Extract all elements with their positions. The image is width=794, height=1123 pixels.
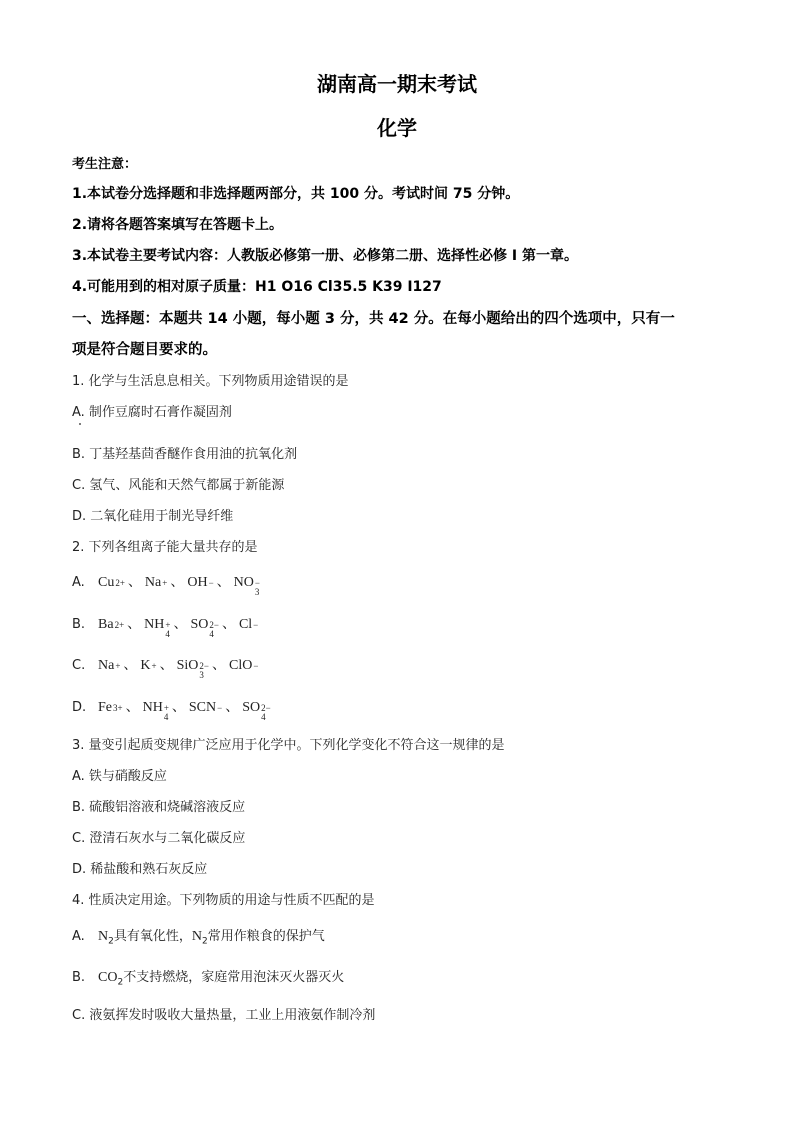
option-label: C.: [72, 658, 86, 673]
ion: [145, 575, 167, 591]
separator: 、: [221, 617, 236, 632]
ion-charge: +: [162, 578, 168, 588]
ion-formula: OH: [187, 575, 208, 590]
ion: [190, 617, 218, 639]
notice-item-3: 3.本试卷主要考试内容：人教版必修第一册、必修第二册、选择性必修 I 第一章。: [72, 248, 579, 264]
ion-charge: + 4: [163, 703, 169, 722]
question-1-option-b: B. 丁基羟基茴香醚作食用油的抗氧化剂: [72, 447, 298, 462]
ion-charge: −: [253, 620, 259, 630]
ion-formula: Cl: [238, 617, 253, 632]
formula: N: [98, 929, 109, 944]
option-label: A.: [72, 575, 85, 590]
question-1-stem: 1. 化学与生活息息相关。下列物质用途错误的是: [72, 374, 349, 389]
ion-formula: Cu: [98, 575, 115, 590]
option-label: D.: [72, 700, 87, 715]
ion: [98, 575, 125, 591]
question-4-option-c: C. 液氨挥发时吸收大量热量，工业上用液氨作制冷剂: [72, 1008, 376, 1023]
ion-charge: 2− 4: [261, 703, 271, 722]
separator: 、: [123, 658, 138, 673]
question-4-stem: 4. 性质决定用途。下列物质的用途与性质不匹配的是: [72, 893, 375, 908]
ion-charge: −: [253, 661, 259, 671]
ion-formula: SO: [242, 700, 261, 715]
ion-formula: SCN: [188, 700, 217, 715]
separator: 、: [216, 575, 231, 590]
exam-subject: 化学: [377, 116, 417, 140]
ion-charge: +: [151, 661, 157, 671]
ion: [143, 700, 169, 722]
question-2-stem: 2. 下列各组离子能大量共存的是: [72, 540, 258, 555]
ion: [177, 658, 209, 680]
ion-formula: Na: [144, 575, 162, 590]
ion-charge: −: [208, 578, 214, 588]
ion-charge: 2− 3: [199, 661, 209, 680]
option-text: 常用作粮食的保护气: [207, 929, 325, 944]
option-label: B.: [72, 617, 86, 632]
formula-subscript: 2: [202, 936, 208, 947]
question-4-option-b: [72, 966, 344, 988]
separator: 、: [211, 658, 226, 673]
ion: [98, 617, 124, 633]
notice-item-2: 2.请将各题答案填写在答题卡上。: [72, 217, 284, 233]
exam-title: 湖南高一期末考试: [317, 72, 477, 96]
ion: [229, 658, 258, 674]
ion-list: [98, 658, 259, 680]
ion: [242, 700, 270, 722]
ion-charge: 3+: [113, 703, 123, 713]
notice-item-4: 4.可能用到的相对原子质量：H1 O16 Cl35.5 K39 I127: [72, 279, 442, 295]
ion-formula: SiO: [176, 658, 199, 673]
section-heading-line1: 一、选择题：本题共 14 小题，每小题 3 分，共 42 分。在每小题给出的四个选项中，只有一: [72, 311, 675, 327]
question-3-option-c: C. 澄清石灰水与二氧化碳反应: [72, 831, 246, 846]
option-text: 不支持燃烧，家庭常用泡沫灭火器灭火: [123, 970, 345, 985]
question-3-option-a: A. 铁与硝酸反应: [72, 769, 167, 784]
question-1-option-d: D. 二氧化硅用于制光导纤维: [72, 509, 234, 524]
ion-list: [98, 575, 260, 597]
ion-charge: −: [217, 703, 223, 713]
ion-formula: K: [140, 658, 151, 673]
separator: 、: [171, 700, 186, 715]
formula-subscript: 2: [117, 977, 124, 988]
separator: 、: [173, 617, 188, 632]
ion-charge: 2− 4: [209, 620, 219, 639]
question-2-option-b: [72, 613, 258, 639]
separator: 、: [170, 575, 185, 590]
ion-formula: NH: [142, 700, 163, 715]
ion: [187, 575, 213, 591]
question-3-option-d: D. 稀盐酸和熟石灰反应: [72, 862, 208, 877]
option-label: B.: [72, 970, 86, 985]
separator: 、: [225, 700, 240, 715]
question-1-option-a: A. 制作豆腐时石膏作凝固剂: [72, 405, 232, 420]
ion-charge: 2+: [115, 578, 125, 588]
formula: N: [191, 929, 202, 944]
ion-list: [98, 700, 271, 722]
question-3-stem: 3. 量变引起质变规律广泛应用于化学中。下列化学变化不符合这一规律的是: [72, 738, 505, 753]
question-2-option-d: [72, 696, 271, 722]
ion-formula: SO: [190, 617, 209, 632]
ion-formula: NO: [233, 575, 254, 590]
ion-formula: NH: [144, 617, 165, 632]
ion-list: [98, 617, 259, 639]
formula: CO: [98, 970, 118, 985]
ion: [189, 700, 222, 716]
stray-mark: [79, 423, 81, 425]
ion: [98, 658, 120, 674]
option-label: A.: [72, 929, 85, 944]
question-2-option-a: [72, 571, 260, 597]
question-4-option-a: [72, 925, 325, 947]
separator: 、: [127, 575, 142, 590]
separator: 、: [127, 617, 142, 632]
ion-charge: 2+: [114, 620, 125, 630]
formula-subscript: 2: [108, 936, 114, 947]
ion: [239, 617, 258, 633]
ion-formula: Na: [98, 658, 115, 673]
ion: [98, 700, 123, 716]
notice-item-1: 1.本试卷分选择题和非选择题两部分，共 100 分。考试时间 75 分钟。: [72, 186, 520, 202]
section-heading-line2: 项是符合题目要求的。: [72, 342, 217, 358]
separator: 、: [159, 658, 174, 673]
separator: 、: [125, 700, 140, 715]
ion: [140, 658, 156, 674]
ion: [144, 617, 170, 639]
ion-formula: Ba: [98, 617, 114, 632]
question-3-option-b: B. 硫酸铝溶液和烧碱溶液反应: [72, 800, 246, 815]
ion-charge: + 4: [165, 620, 171, 639]
ion: [234, 575, 260, 597]
option-text: 具有氧化性，: [113, 929, 192, 944]
ion-charge: − 3: [254, 578, 260, 597]
question-2-option-c: [72, 654, 258, 680]
question-1-option-c: C. 氢气、风能和天然气都属于新能源: [72, 478, 285, 493]
notice-heading: 考生注意：: [72, 157, 138, 172]
ion-formula: Fe: [98, 700, 112, 715]
ion-formula: ClO: [228, 658, 253, 673]
ion-charge: +: [115, 661, 121, 671]
